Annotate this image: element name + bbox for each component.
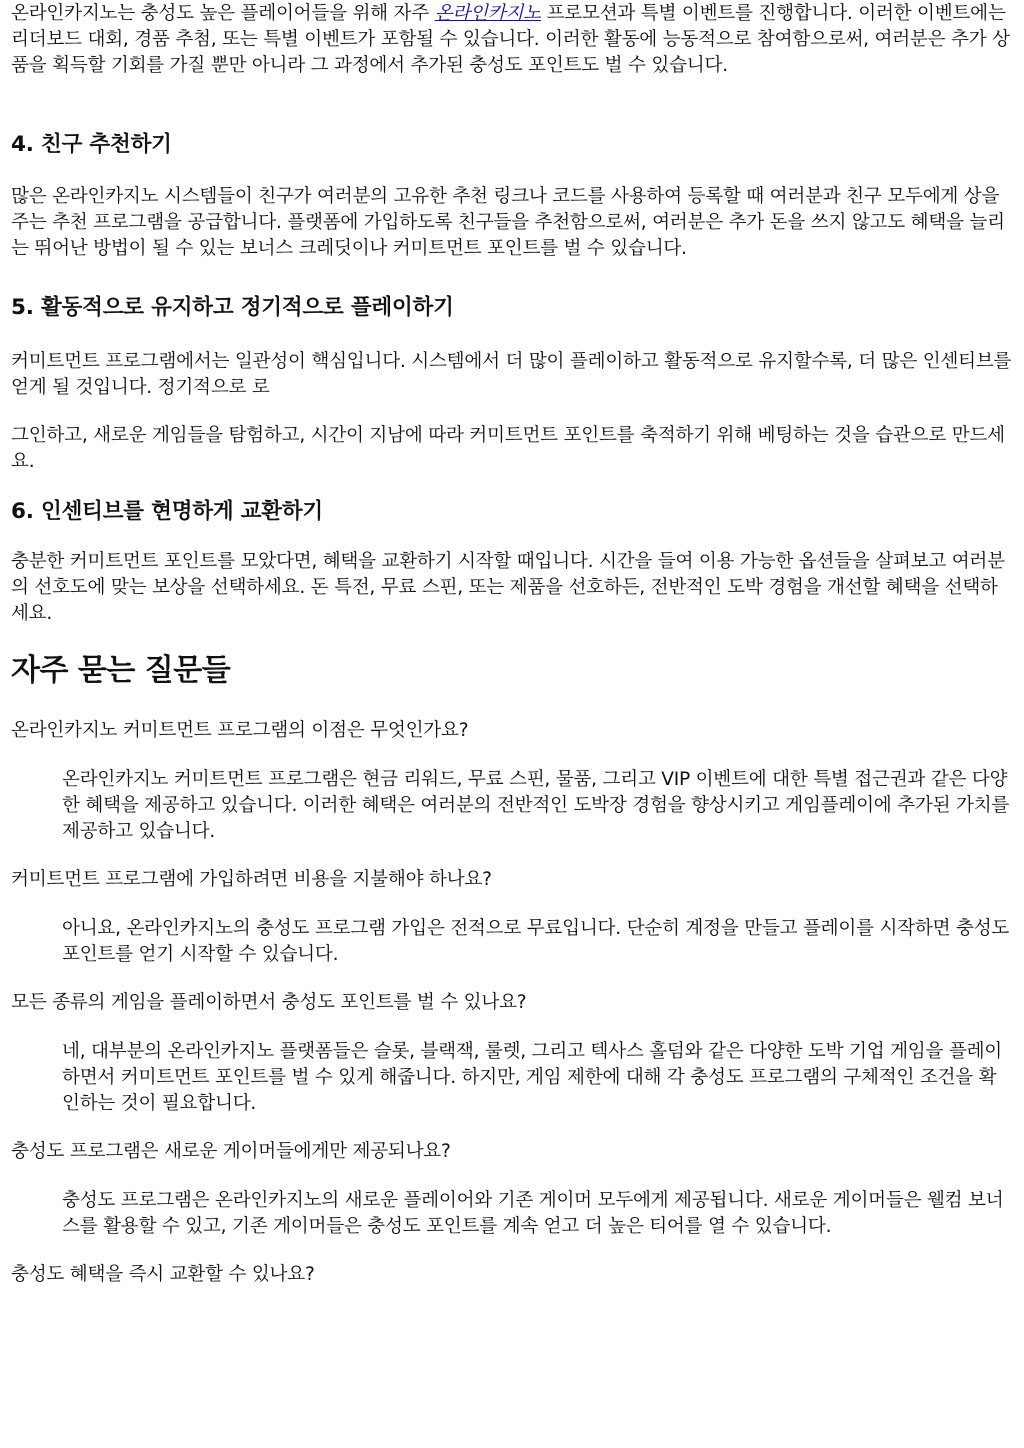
section-heading-redeem: 6. 인센티브를 현명하게 교환하기 [11, 499, 323, 524]
faq-question: 온라인카지노 커미트먼트 프로그램의 이점은 무엇인가요? [11, 720, 469, 741]
faq-heading: 자주 묻는 질문들 [11, 653, 231, 688]
faq-question: 충성도 프로그램은 새로운 게이머들에게만 제공되나요? [11, 1141, 451, 1162]
faq-question: 충성도 혜택을 즉시 교환할 수 있나요? [11, 1264, 315, 1285]
section-paragraph-stay-active-1: 커미트먼트 프로그램에서는 일관성이 핵심입니다. 시스템에서 더 많이 플레이하고 활동적으로 유지할수록, 더 많은 인센티브를 얻게 될 것입니다. 정기적으로 로 [11, 351, 1012, 398]
faq-answer: 아니요, 온라인카지노의 충성도 프로그램 가입은 전적으로 무료입니다. 단순히 계정을 만들고 플레이를 시작하면 충성도 포인트를 얻기 시작할 수 있습니다. [62, 918, 1010, 965]
section-paragraph-redeem: 충분한 커미트먼트 포인트를 모았다면, 혜택을 교환하기 시작할 때입니다. 시간을 들여 이용 가능한 옵션들을 살펴보고 여러분의 선호도에 맞는 보상을 선택하세요. 돈 특전, 무료 스핀, 또는 제품을 선호하든, 전반적인 도박 경험을 개선할 혜택을 선택하세요. [11, 551, 1005, 624]
section-paragraph-refer-friends: 많은 온라인카지노 시스템들이 친구가 여러분의 고유한 추천 링크나 코드를 사용하여 등록할 때 여러분과 친구 모두에게 상을 주는 추천 프로그램을 공급합니다. 플랫폼에 가입하도록 친구들을 추천함으로써, 여러분은 추가 돈을 쓰지 않고도 혜택을 늘리는 뛰어난 방법이 될 수 있는 보너스 크레딧이나 커미트먼트 포인트를 벌 수 있습니다. [11, 186, 1005, 259]
section-paragraph-stay-active-2: 그인하고, 새로운 게임들을 탐험하고, 시간이 지남에 따라 커미트먼트 포인트를 축적하기 위해 베팅하는 것을 습관으로 만드세요. [11, 425, 1005, 472]
faq-answer: 충성도 프로그램은 온라인카지노의 새로운 플레이어와 기존 게이머 모두에게 제공됩니다. 새로운 게이머들은 웰컴 보너스를 활용할 수 있고, 기존 게이머들은 충성도 포인트를 계속 얻고 더 높은 티어를 열 수 있습니다. [62, 1190, 1004, 1237]
intro-text-after-link: 프로모션과 특별 이벤트를 진행합니다. 이러한 이벤트에는 리더보드 대회, 경품 추첨, 또는 특별 이벤트가 포함될 수 있습니다. 이러한 활동에 능동적으로 참여함으로써, 여러분은 추가 상품을 획득할 기회를 가질 뿐만 아니라 그 과정에서 추가된 충성도 포인트도 벌 수 있습니다. [11, 3, 1010, 76]
faq-question: 모든 종류의 게임을 플레이하면서 충성도 포인트를 벌 수 있나요? [11, 992, 527, 1013]
section-heading-stay-active: 5. 활동적으로 유지하고 정기적으로 플레이하기 [11, 295, 454, 320]
faq-question: 커미트먼트 프로그램에 가입하려면 비용을 지불해야 하나요? [11, 869, 492, 890]
casino-link[interactable]: 온라인카지노 [434, 3, 541, 24]
faq-answer: 온라인카지노 커미트먼트 프로그램은 현금 리워드, 무료 스핀, 물품, 그리고 VIP 이벤트에 대한 특별 접근권과 같은 다양한 혜택을 제공하고 있습니다. 이러한 혜택은 여러분의 전반적인 도박장 경험을 향상시키고 게임플레이에 추가된 가치를 제공하고 있습니다. [62, 769, 1010, 842]
intro-text-before-link: 온라인카지노는 충성도 높은 플레이어들을 위해 자주 [11, 3, 435, 24]
intro-paragraph [11, 0, 1012, 79]
faq-answer: 네, 대부분의 온라인카지노 플랫폼들은 슬롯, 블랙잭, 룰렛, 그리고 텍사스 홀덤와 같은 다양한 도박 기업 게임을 플레이하면서 커미트먼트 포인트를 벌 수 있게 해줍니다. 하지만, 게임 제한에 대해 각 충성도 프로그램의 구체적인 조건을 확인하는 것이 필요합니다. [62, 1041, 1002, 1114]
section-heading-refer-friends: 4. 친구 추천하기 [11, 132, 172, 157]
